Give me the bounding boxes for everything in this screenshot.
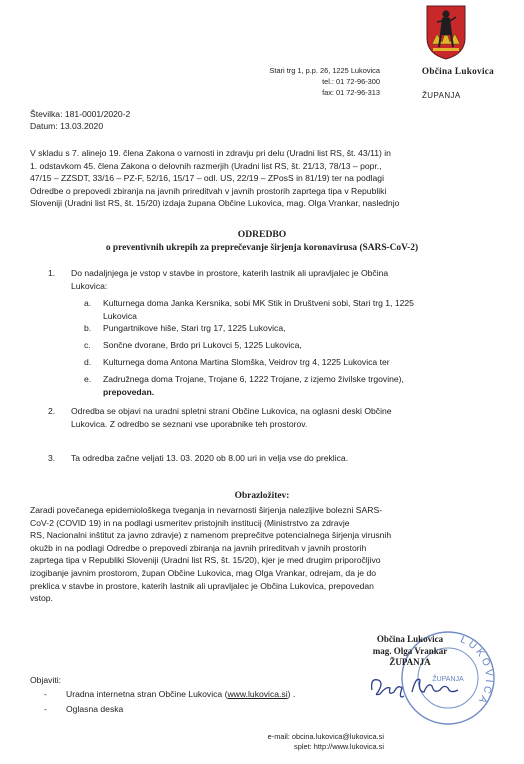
reasoning-line: preklica v stavbe in prostore, katerih lastnik ali upravljalec je Občina Lukovica, prepovedan: [30, 580, 374, 591]
bullet: -: [44, 704, 47, 714]
list-item: [84, 373, 484, 399]
list-item: [84, 297, 484, 322]
list-item: [84, 339, 484, 356]
reasoning-line: vstop.: [30, 593, 53, 604]
item-line: Do nadaljnjega je vstop v stavbe in prostore, katerih lastnik ali upravljalec je Občina: [71, 268, 389, 278]
reasoning-line: CoV-2 (COVID 19) in na podlagi usmeritev pristojnih institucij (Ministrstvo za zdravje: [30, 517, 350, 528]
reasoning-line: izogibanje javnim prostorom, župan Občine Lukovica, mag Olga Vrankar, odrejam, da je do: [30, 567, 377, 578]
distribution-text: ) .: [287, 689, 296, 699]
preamble-line: V skladu s 7. alinejo 19. člena Zakona o varnosti in zdravju pri delu (Uradni list RS, št. 43/11) in: [30, 148, 391, 158]
municipality-name: Občina Lukovica: [421, 66, 495, 76]
prohibited-label: prepovedan.: [103, 386, 155, 397]
list-item-text: Kulturnega doma Janka Kersnika, sobi MK Stik in Društveni sobi, Stari trg 1, 1225: [103, 298, 414, 308]
order-item-1: [48, 267, 488, 417]
list-item-text: Sončne dvorane, Brdo pri Lukovci 5, 1225 Lukovica,: [103, 340, 302, 350]
signature-block: [340, 634, 480, 669]
reasoning-line: zaprtega tipa v Republiki Sloveniji (Uradni list RS, št. 15/20), kjer je med drugim priporočljivo: [30, 555, 381, 566]
footer-contact: [250, 732, 384, 752]
mayor-office-label: ŽUPANJA: [422, 91, 461, 100]
fax-line: fax: 01 72-96-313: [322, 87, 380, 97]
list-item-text: Zadružnega doma Trojane, Trojane 6, 1222 Trojane, z izjemo živilske trgovine),: [103, 374, 404, 384]
preamble-line: 47/15 – ZZSDT, 33/16 – PZ-F, 52/16, 15/17 – odl. US, 22/19 – ZPosS in 81/19) ter na podlagi: [30, 173, 384, 184]
preamble-line: Odredbe o prepovedi zbiranja na javnih prireditvah v javnih prostorih zaprtega tipa v Republiki: [30, 185, 387, 196]
phone-line: tel.: 01 72-96-300: [322, 76, 380, 86]
preamble-line: 1. odstavkom 45. člena Zakona o delovnih razmerjih (Uradni list RS, št. 21/13, 78/13 – popr.,: [30, 160, 382, 171]
reasoning-text: [30, 504, 500, 605]
reasoning-line: RS, Nacionalni inštitut za javno zdravje) z namenom preprečitve potencialnega širjenja virusnih: [30, 530, 392, 541]
preamble: [30, 147, 500, 210]
signature-role: ŽUPANJA: [389, 657, 431, 667]
signature-name: mag. Olga Vrankar: [372, 645, 448, 656]
footer-email: e-mail: obcina.lukovica@lukovica.si: [267, 732, 384, 741]
address-line: Stari trg 1, p.p. 26, 1225 Lukovica: [269, 66, 380, 75]
list-letter: a.: [84, 298, 92, 308]
order-title: ODREDBO: [237, 229, 287, 240]
address-block: [230, 66, 380, 98]
reasoning-line: okužb in na podlagi Odredbe o prepovedi zbiranja na javnih prireditvah v javnih prostorih: [30, 542, 367, 553]
premises-list: [84, 297, 484, 399]
stamp-inner-text: ŽUPANJA: [432, 676, 464, 683]
signature-org: Občina Lukovica: [376, 634, 444, 644]
item-text: [71, 267, 388, 292]
stamp-text: LUKOVICA: [458, 634, 495, 708]
footer-web: splet: http://www.lukovica.si: [294, 742, 384, 751]
item-number: 2.: [48, 406, 56, 416]
item-line: Lukovica:: [71, 280, 108, 291]
reasoning-title: Obrazložitev:: [234, 491, 290, 501]
coat-of-arms-icon: [425, 4, 467, 60]
document-date: Datum: 13.03.2020: [30, 121, 104, 131]
distribution-label: Objaviti:: [30, 675, 62, 685]
document-number: Številka: 181-0001/2020-2: [30, 109, 131, 119]
list-item-text: Lukovica: [103, 310, 137, 321]
list-item: [84, 356, 484, 373]
list-letter: c.: [84, 340, 91, 350]
order-subtitle: o preventivnih ukrepih za preprečevanje širjenja koronavirusa (SARS-CoV-2): [105, 243, 419, 253]
distribution-text: Uradna internetna stran Občine Lukovica (: [66, 689, 228, 699]
list-letter: e.: [84, 374, 92, 384]
reasoning-line: Zaradi povečanega epidemiološkega tveganja in nevarnosti širjenja nalezljive bolezni SARS-: [30, 505, 383, 515]
distribution-item: [44, 688, 384, 701]
website-link[interactable]: www.lukovica.si: [227, 689, 288, 699]
list-letter: b.: [84, 323, 92, 333]
list-letter: d.: [84, 357, 92, 367]
list-item-text: Pungartnikove hiše, Stari trg 17, 1225 Lukovica,: [103, 323, 286, 333]
item-number: 3.: [48, 453, 56, 463]
order-item-2: [48, 405, 488, 433]
list-item-text: Kulturnega doma Antona Martina Slomška, Veidrov trg 4, 1225 Lukovica ter: [103, 357, 390, 367]
item-number: 1.: [48, 268, 56, 278]
distribution-item: [44, 703, 244, 716]
bullet: -: [44, 689, 47, 699]
distribution-text: Oglasna deska: [66, 704, 124, 714]
list-item: [84, 322, 484, 339]
preamble-line: Sloveniji (Uradni list RS, št. 15/20) izdaja župana Občine Lukovica, mag. Olga Vrankar, naslednjo: [30, 198, 400, 209]
item-line: Lukovica. Z odredbo se seznani vse uporabnike teh prostorov.: [71, 418, 308, 429]
order-item-3: [48, 452, 488, 466]
item-line: Ta odredba začne veljati 13. 03. 2020 ob 8.00 uri in velja vse do preklica.: [71, 453, 349, 463]
item-line: Odredba se objavi na uradni spletni strani Občine Lukovica, na oglasni deski Občine: [71, 406, 392, 416]
